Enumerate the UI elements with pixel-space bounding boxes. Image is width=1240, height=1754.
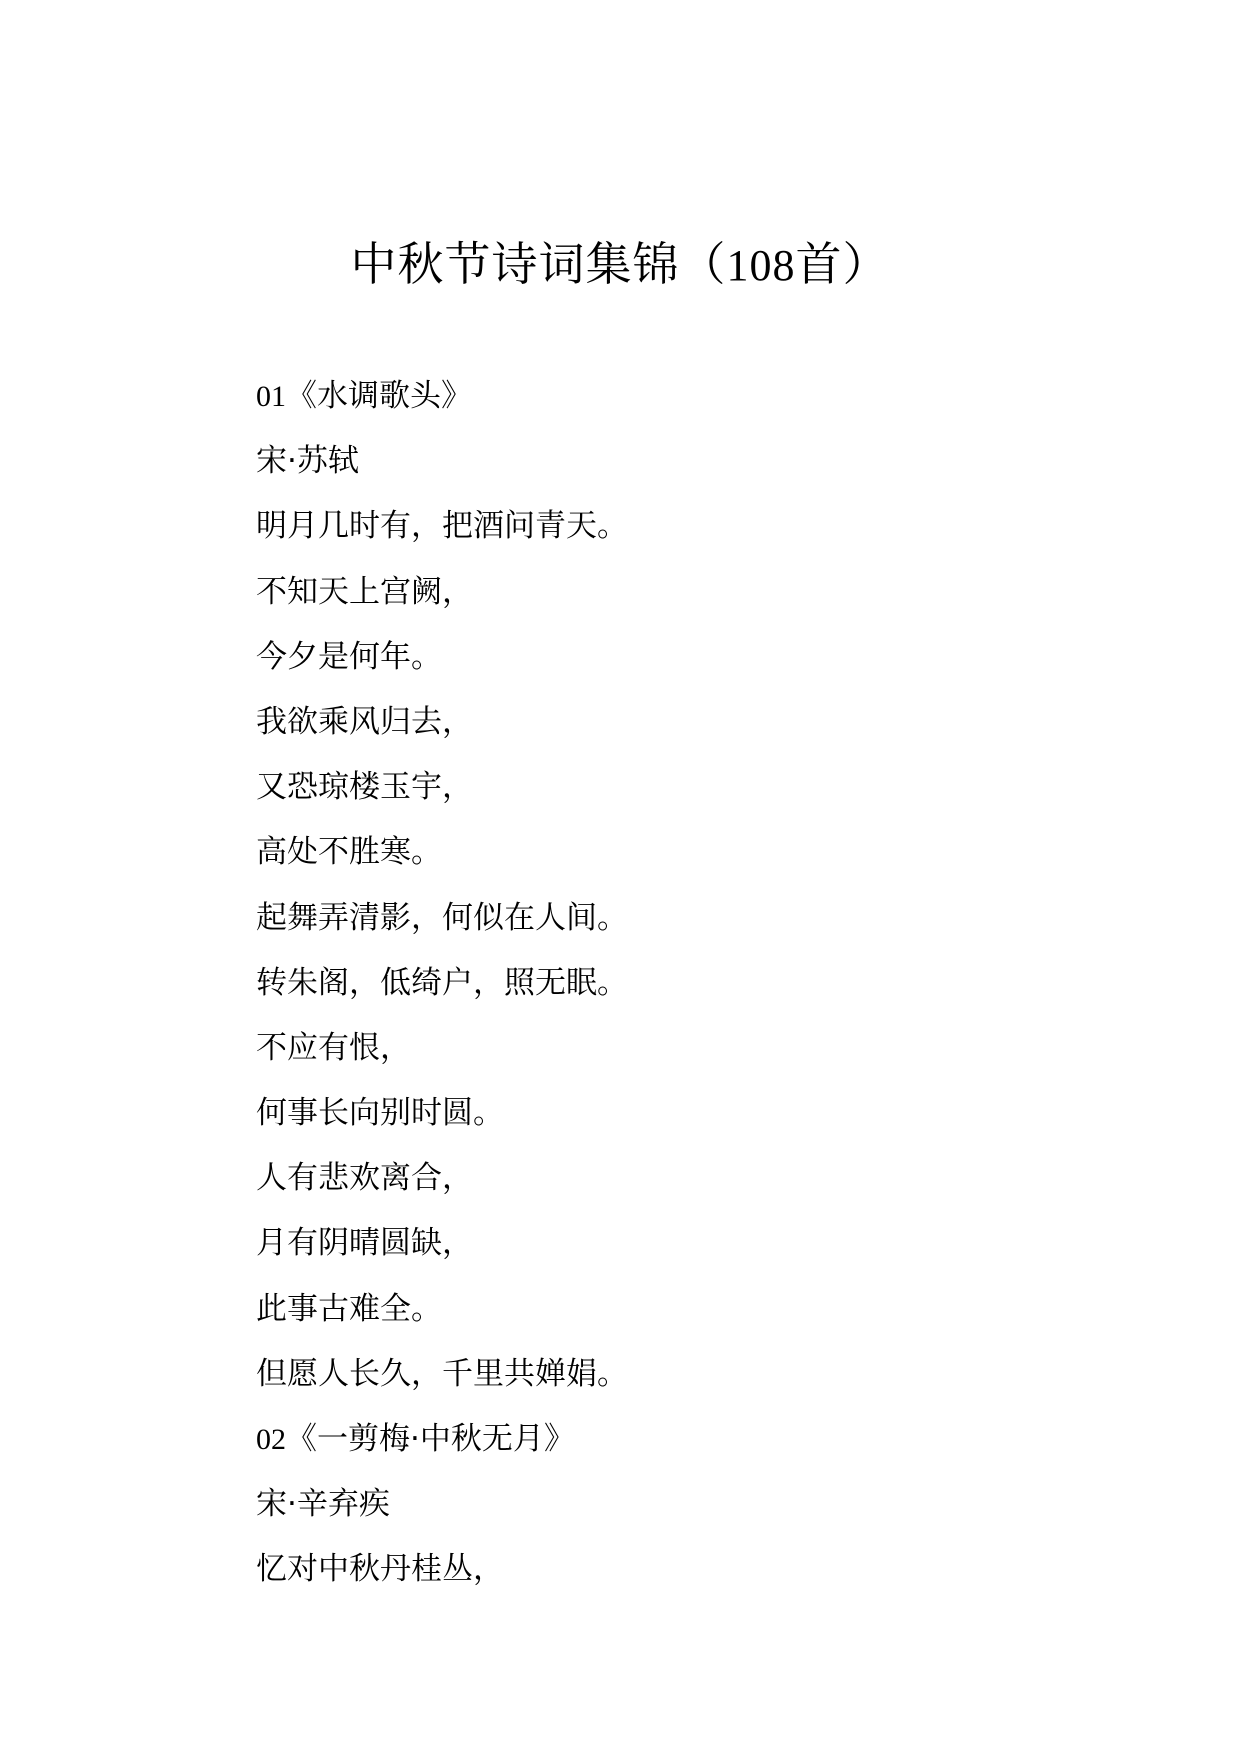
poem-line: 我欲乘风归去， xyxy=(256,703,473,740)
poem-line: 月有阴晴圆缺， xyxy=(256,1225,473,1262)
poem-line: 但愿人长久，千里共婵娟。 xyxy=(256,1355,628,1392)
poem-heading xyxy=(256,364,1156,429)
poem-title: 《水调歌头》 xyxy=(286,378,472,414)
poem-line: 转朱阁，低绮户，照无眠。 xyxy=(256,964,628,1001)
poem-line: 何事长向别时圆。 xyxy=(256,1095,504,1132)
title-number: 108 xyxy=(726,241,796,290)
poem-list xyxy=(256,364,1156,1603)
poem-line: 高处不胜寒。 xyxy=(256,834,442,871)
poem-line: 又恐琼楼玉宇， xyxy=(256,769,473,806)
poem-line: 人有悲欢离合， xyxy=(256,1160,473,1197)
document-title xyxy=(0,228,1240,302)
title-text: 中秋节诗词集锦（ xyxy=(350,237,727,291)
title-suffix: 首） xyxy=(795,237,890,291)
poem-line: 不知天上宫阙， xyxy=(256,573,473,610)
poem-line: 起舞弄清影，何似在人间。 xyxy=(256,899,628,936)
poem-title: 《一剪梅·中秋无月》 xyxy=(286,1421,575,1457)
poem-line: 今夕是何年。 xyxy=(256,638,442,675)
poem-author: 宋·苏轼 xyxy=(256,443,359,480)
poem-line: 不应有恨， xyxy=(256,1029,411,1066)
poem-line: 明月几时有，把酒问青天。 xyxy=(256,508,628,545)
poem-heading xyxy=(256,1407,1156,1472)
poem-number: 02 xyxy=(256,1423,286,1456)
poem-line: 忆对中秋丹桂丛， xyxy=(256,1551,504,1588)
poem-author: 宋·辛弃疾 xyxy=(256,1486,390,1523)
poem-number: 01 xyxy=(256,380,286,413)
poem-line: 此事古难全。 xyxy=(256,1290,442,1327)
